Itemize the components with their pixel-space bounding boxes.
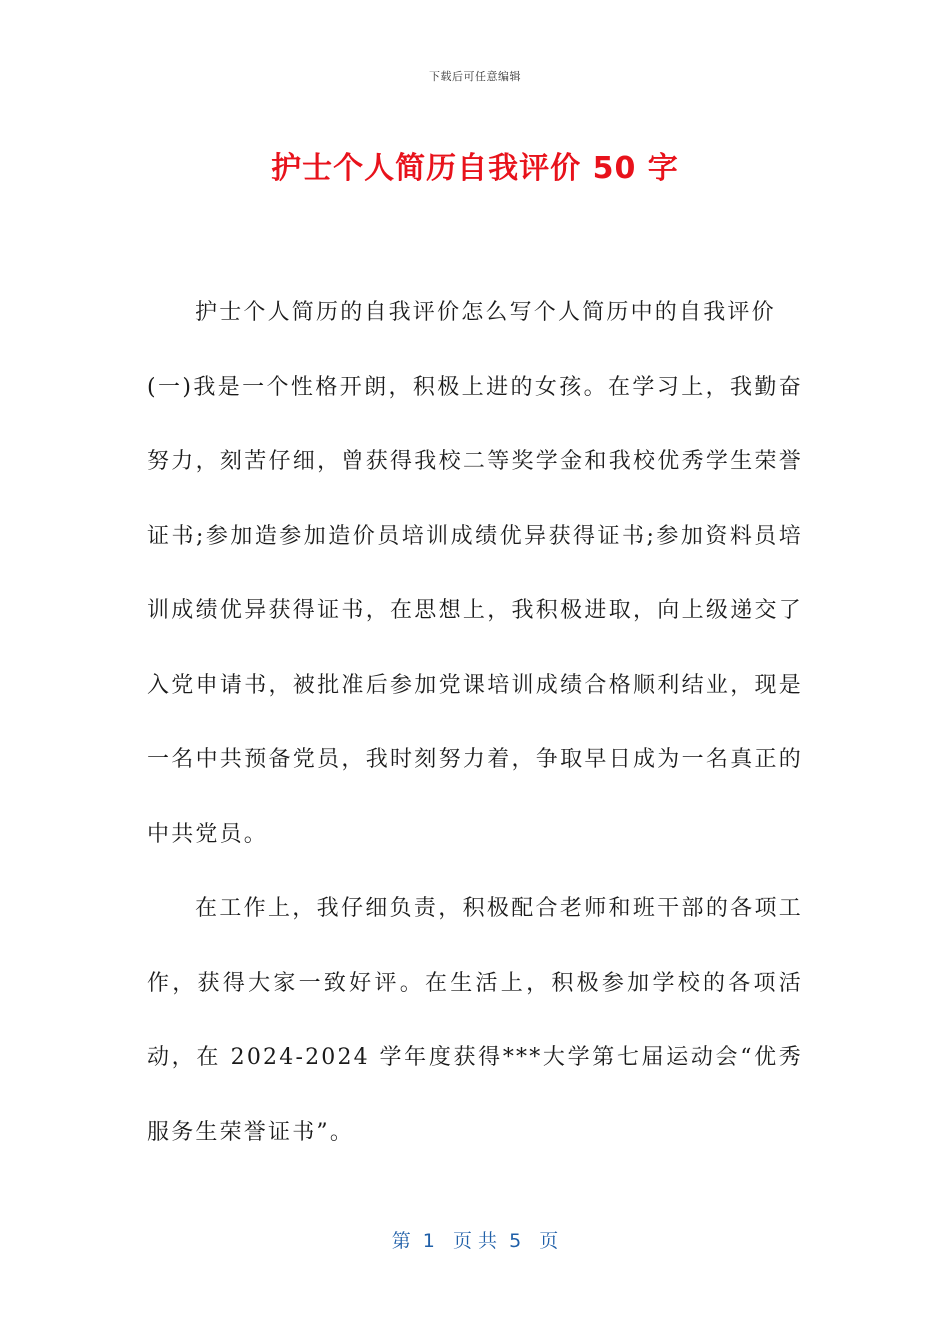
paragraph-study: (一)我是一个性格开朗，积极上进的女孩。在学习上，我勤奋努力，刻苦仔细，曾获得我校二等奖学金和我校优秀学生荣誉证书;参加造参加造价员培训成绩优异获得证书;参加资料员培训成绩优异获得证书，在思想上，我积极进取，向上级递交了入党申请书，被批准后参加党课培训成绩合格顺利结业，现是一名中共预备党员，我时刻努力着，争取早日成为一名真正的中共党员。: [147, 374, 803, 847]
paragraph-work: 在工作上，我仔细负责，积极配合老师和班干部的各项工作，获得大家一致好评。在生活上，积极参加学校的各项活动，在 2024-2024 学年度获得***大学第七届运动会“优秀服务生荣誉证书”。: [147, 896, 803, 1145]
document-body: [147, 276, 803, 1170]
paragraph-intro: 护士个人简历的自我评价怎么写个人简历中的自我评价: [195, 300, 776, 325]
page-title: 护士个人简历自我评价 50 字: [271, 151, 679, 186]
header-note: 下载后可任意编辑: [429, 70, 521, 83]
page-number: 第 1 页 共 5 页: [391, 1230, 559, 1252]
